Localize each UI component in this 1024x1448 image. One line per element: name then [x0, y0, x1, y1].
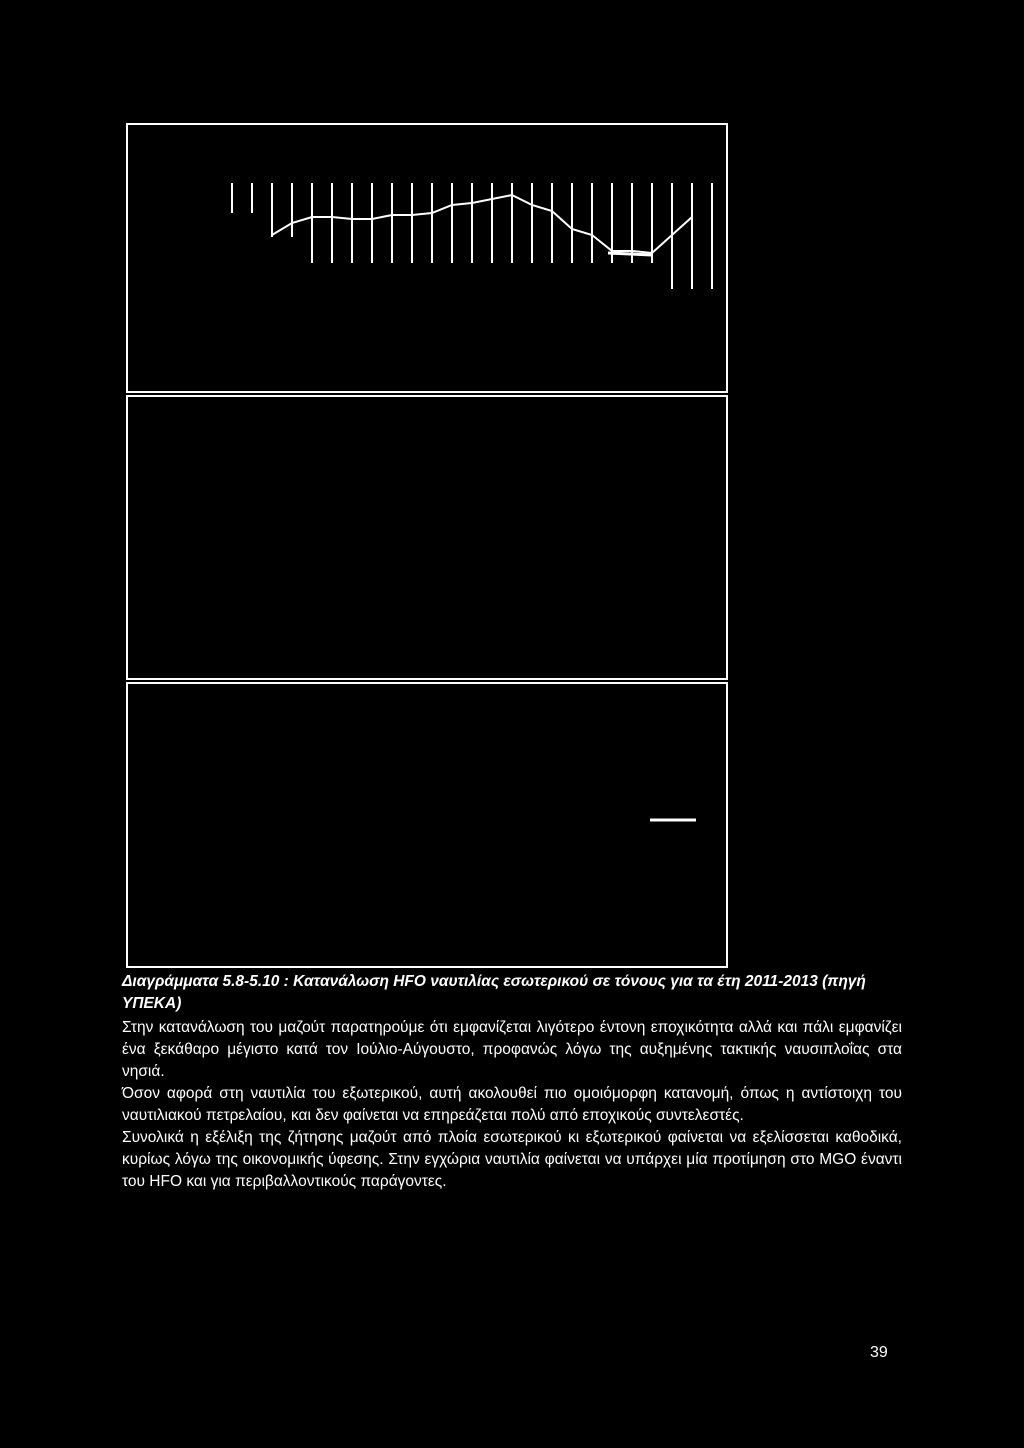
highlight-segment	[608, 253, 652, 255]
chart-panel-2011	[126, 123, 728, 393]
chart-2011-graphic	[128, 125, 726, 391]
chart-panel-2012	[126, 395, 728, 680]
paragraph: Συνολικά η εξέλιξη της ζήτησης μαζούτ από πλοία εσωτερικού κι εξωτερικού φαίνεται να εξελίσσεται καθοδικά, κυρίως λόγω της οικονομικής ύφεσης. Στην εγχώρια ναυτιλία φαίνεται να υπάρχει μία προτίμηση στο MGO έναντι του HFO και για περιβαλλοντικούς παράγοντες.	[122, 1129, 902, 1190]
chart-2013-graphic	[128, 684, 726, 966]
paragraph: Στην κατανάλωση του μαζούτ παρατηρούμε ότι εμφανίζεται λιγότερο έντονη εποχικότητα αλλά και πάλι εμφανίζει ένα ξεκάθαρο μέγιστο κατά τον Ιούλιο-Αύγουστο, προφανώς λόγω της αυξημένης τακτικής ναυσιπλοΐας στα νησιά.	[122, 1019, 902, 1080]
chart-panel-2013	[126, 682, 728, 968]
page-number: 39	[870, 1344, 888, 1361]
body-text	[122, 1017, 902, 1193]
series-line	[272, 195, 692, 253]
paragraph: Όσον αφορά στη ναυτιλία του εξωτερικού, αυτή ακολουθεί πιο ομοιόμορφη κατανομή, όπως η αντίστοιχη του ναυτιλιακού πετρελαίου, και δεν φαίνεται να επηρεάζεται πολύ από εποχικούς συντελεστές.	[122, 1085, 902, 1124]
figure-caption: Διαγράμματα 5.8-5.10 : Κατανάλωση HFO ναυτιλίας εσωτερικού σε τόνους για τα έτη 2011-2013 (πηγή ΥΠΕΚΑ)	[122, 973, 866, 1012]
